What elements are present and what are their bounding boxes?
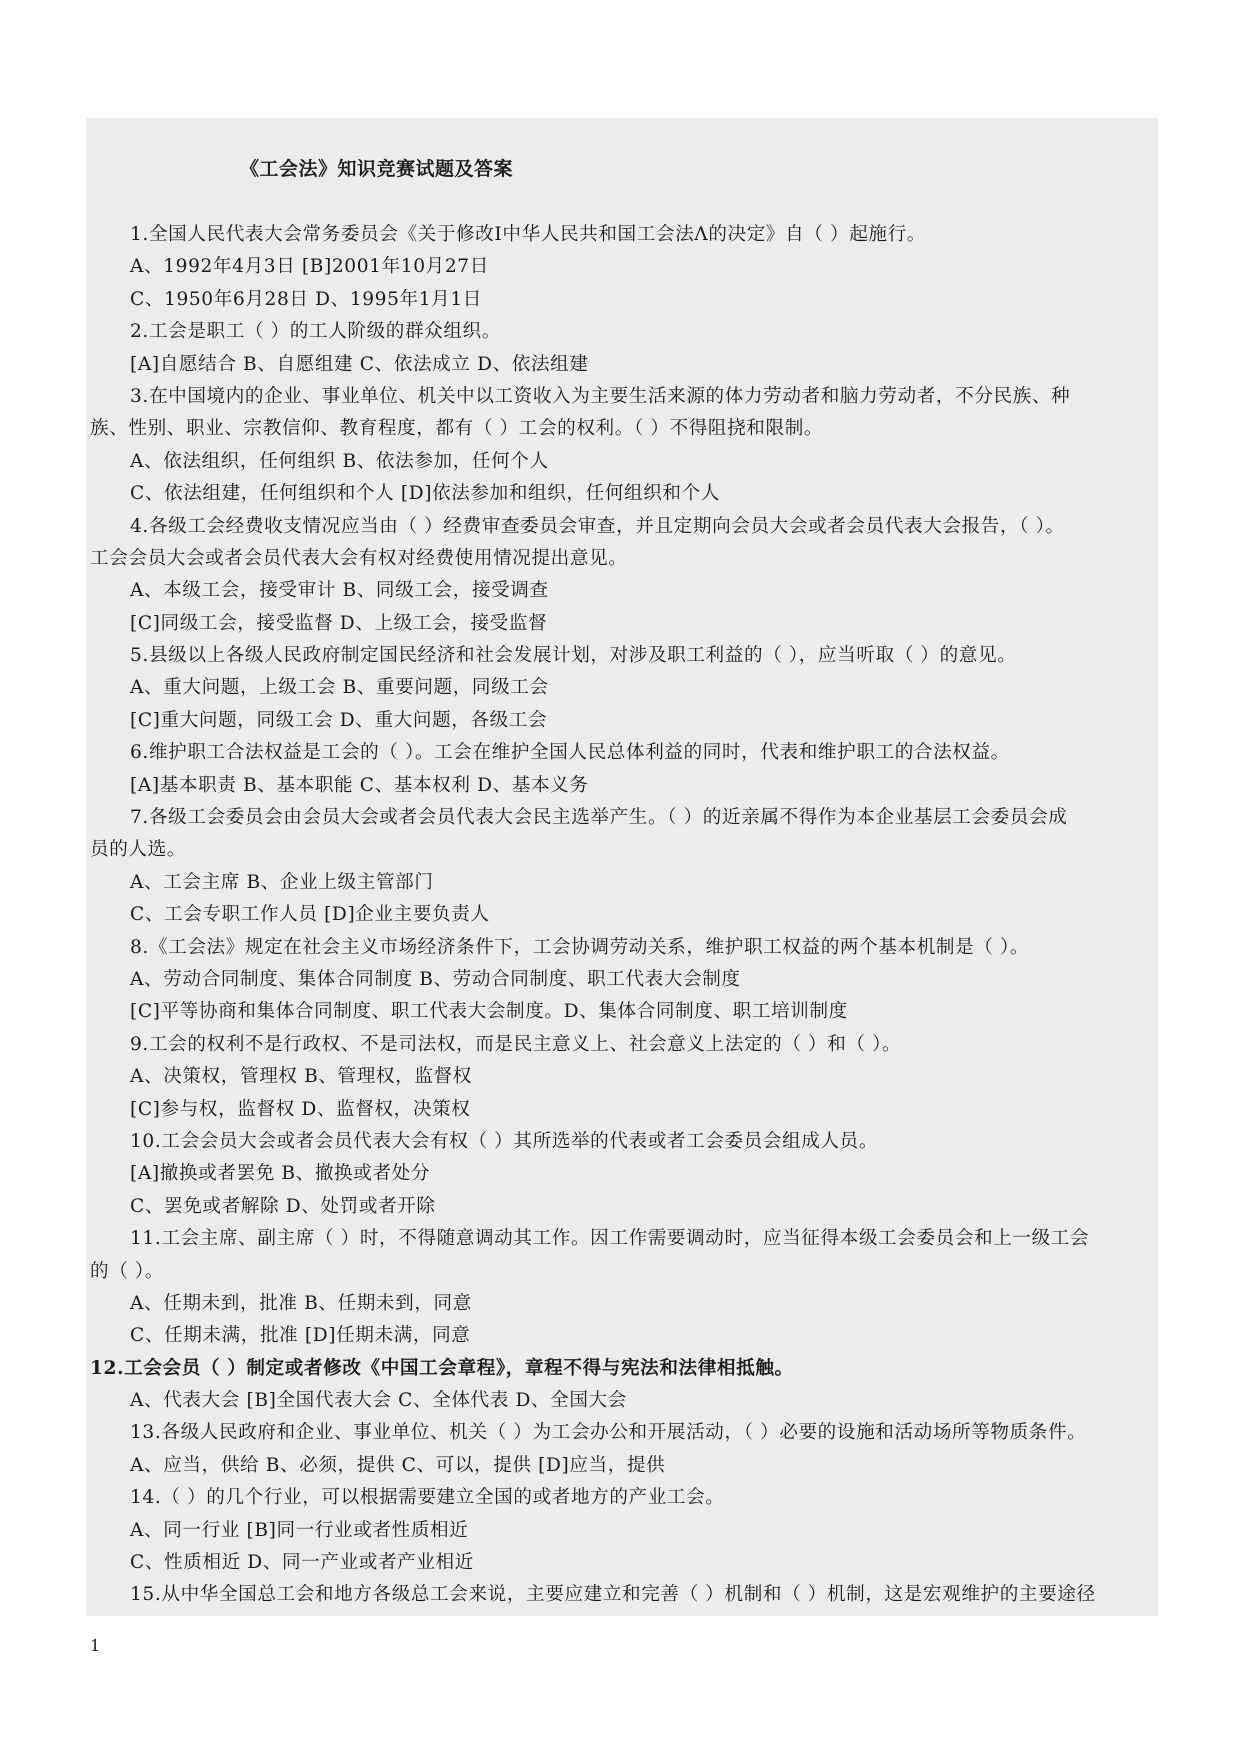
option-line: [C]重大问题，同级工会 D、重大问题，各级工会: [130, 709, 548, 731]
document-title: 《工会法》知识竞赛试题及答案: [240, 158, 514, 180]
question-line: 14.（ ）的几个行业，可以根据需要建立全国的或者地方的产业工会。: [130, 1487, 725, 1509]
option-line: [A]撤换或者罢免 B、撤换或者处分: [130, 1163, 431, 1185]
question-line: 1.全国人民代表大会常务委员会《关于修改Ⅰ中华人民共和国工会法Λ的决定》自（ ）起施行。: [130, 224, 926, 245]
question-line: 9.工会的权利不是行政权、不是司法权，而是民主意义上、社会意义上法定的（ ）和（ ）。: [130, 1033, 902, 1055]
option-line: [A]自愿结合 B、自愿组建 C、依法成立 D、依法组建: [130, 353, 589, 375]
question-line: 5.县级以上各级人民政府制定国民经济和社会发展计划，对涉及职工利益的（ ），应当听取（ ）的意见。: [130, 645, 1017, 667]
question-line: 8.《工会法》规定在社会主义市场经济条件下，工会协调劳动关系，维护职工权益的两个基本机制是（ ）。: [130, 936, 1030, 958]
document-body: [90, 219, 1158, 1612]
question-line: 15.从中华全国总工会和地方各级总工会来说，主要应建立和完善（ ）机制和（ ）机制，这是宏观维护的主要途径: [130, 1584, 1096, 1606]
option-line: C、任期未满，批准 [D]任期未满，同意: [130, 1325, 471, 1347]
question-line: 11.工会主席、副主席（ ）时，不得随意调动其工作。因工作需要调动时，应当征得本级工会委员会和上一级工会: [130, 1228, 1090, 1250]
option-line: [C]同级工会，接受监督 D、上级工会，接受监督: [130, 612, 548, 634]
question-line: 7.各级工会委员会由会员大会或者会员代表大会民主选举产生。（ ）的近亲属不得作为本企业基层工会委员会成: [130, 807, 1068, 829]
option-line: [A]基本职责 B、基本职能 C、基本权利 D、基本义务: [130, 774, 589, 796]
question-line: 6.维护职工合法权益是工会的（ ）。工会在维护全国人民总体利益的同时，代表和维护职工的合法权益。: [130, 742, 1010, 764]
option-line: [C]参与权，监督权 D、监督权，决策权: [130, 1098, 471, 1120]
option-line: C、工会专职工作人员 [D]企业主要负责人: [130, 904, 490, 926]
question-line: 3.在中国境内的企业、事业单位、机关中以工资收入为主要生活来源的体力劳动者和脑力劳动者，不分民族、种: [130, 385, 1071, 407]
option-line: [C]平等协商和集体合同制度、职工代表大会制度。D、集体合同制度、职工培训制度: [130, 1001, 848, 1023]
option-line: C、性质相近 D、同一产业或者产业相近: [130, 1552, 474, 1574]
question-line: 族、性别、职业、宗教信仰、教育程度，都有（ ）工会的权利。（ ）不得阻挠和限制。: [90, 418, 824, 440]
question-line: 4.各级工会经费收支情况应当由（ ）经费审查委员会审查，并且定期向会员大会或者会员代表大会报告，（ ）。: [130, 515, 1065, 537]
option-line: A、本级工会，接受审计 B、同级工会，接受调查: [130, 580, 549, 602]
question-line: 2.工会是职工（ ）的工人阶级的群众组织。: [130, 321, 501, 343]
option-line: C、1950年6月28日 D、1995年1月1日: [130, 288, 482, 310]
question-line: 10.工会会员大会或者会员代表大会有权（ ）其所选举的代表或者工会委员会组成人员。: [130, 1130, 879, 1152]
option-line: C、罢免或者解除 D、处罚或者开除: [130, 1195, 436, 1217]
option-line: A、工会主席 B、企业上级主管部门: [130, 871, 434, 893]
option-line: A、重大问题，上级工会 B、重要问题，同级工会: [130, 677, 549, 699]
option-line: A、劳动合同制度、集体合同制度 B、劳动合同制度、职工代表大会制度: [130, 968, 741, 990]
question-line: 13.各级人民政府和企业、事业单位、机关（ ）为工会办公和开展活动，（ ）必要的设施和活动场所等物质条件。: [130, 1422, 1087, 1444]
option-line: A、同一行业 [B]同一行业或者性质相近: [130, 1519, 469, 1541]
question-line: 员的人选。: [90, 839, 186, 861]
option-line: A、任期未到，批准 B、任期未到，同意: [130, 1292, 472, 1314]
option-line: A、应当，供给 B、必须，提供 C、可以，提供 [D]应当，提供: [130, 1454, 666, 1476]
option-line: A、1992年4月3日 [B]2001年10月27日: [130, 256, 489, 278]
page-number: 1: [90, 1636, 101, 1655]
option-line: C、依法组建，任何组织和个人 [D]依法参加和组织，任何组织和个人: [130, 483, 720, 505]
question-line: 工会会员大会或者会员代表大会有权对经费使用情况提出意见。: [90, 547, 628, 569]
option-line: A、依法组织，任何组织 B、依法参加，任何个人: [130, 450, 549, 472]
question-line: 12.工会会员（ ）制定或者修改《中国工会章程》，章程不得与宪法和法律相抵触。: [90, 1357, 794, 1379]
question-line: 的（ ）。: [90, 1260, 164, 1282]
option-line: A、决策权，管理权 B、管理权，监督权: [130, 1066, 472, 1088]
option-line: A、代表大会 [B]全国代表大会 C、全体代表 D、全国大会: [130, 1390, 627, 1412]
